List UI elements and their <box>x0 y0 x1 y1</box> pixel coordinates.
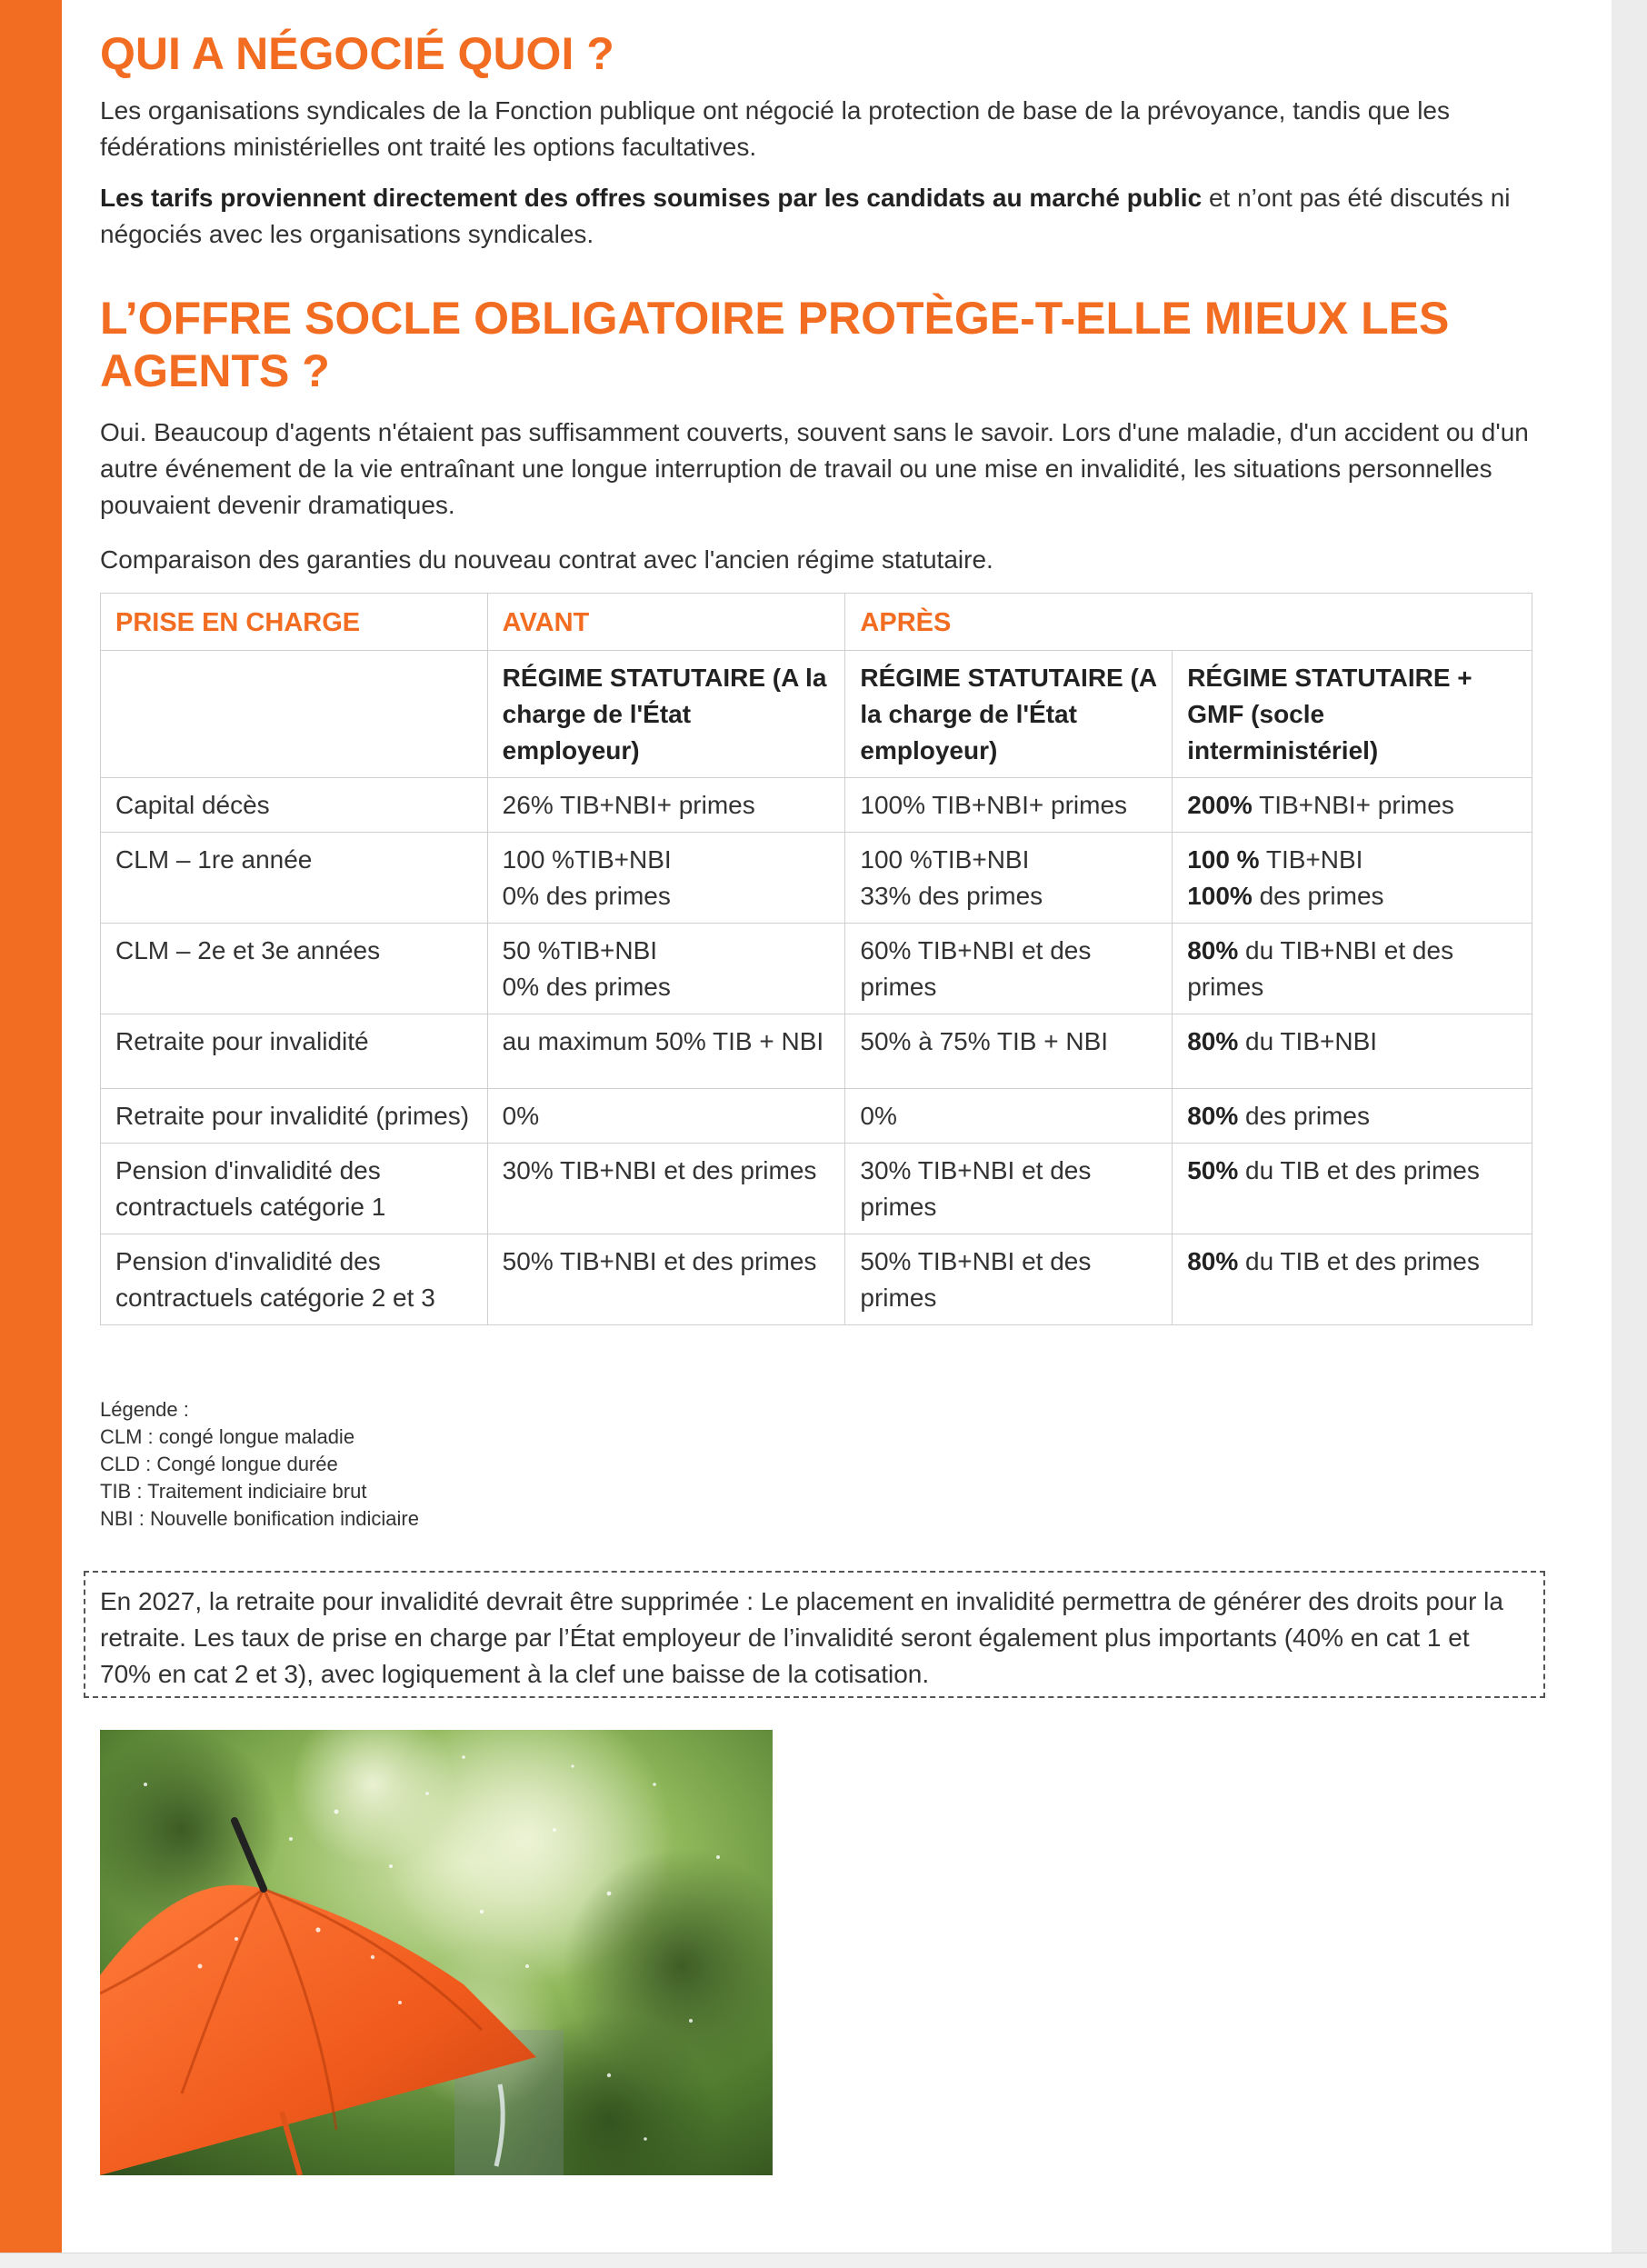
cell-gmf: 80% du TIB et des primes <box>1173 1234 1532 1325</box>
table-subheader-row <box>101 651 1532 778</box>
cell-apres: 100 %TIB+NBI 33% des primes <box>845 833 1173 924</box>
callout-text: En 2027, la retraite pour invalidité devrait être supprimée : Le placement en invalidité permettra de générer des droits pour la retraite. Les taux de prise en charge par l’État employeur de l’invalidité seront également plus importants (40% en cat 1 et 70% en cat 2 et 3), avec logiquement à la clef une baisse de la cotisation. <box>100 1587 1503 1688</box>
header-apres: APRÈS <box>845 594 1532 651</box>
table-row <box>101 1144 1532 1234</box>
row-label: Retraite pour invalidité (primes) <box>101 1089 488 1144</box>
cell-gmf: 50% du TIB et des primes <box>1173 1144 1532 1234</box>
orange-side-bar <box>0 0 62 2253</box>
row-label: Pension d'invalidité des contractuels catégorie 1 <box>101 1144 488 1234</box>
tarifs-bold-text: Les tarifs proviennent directement des offres soumises par les candidats au marché public <box>100 184 1203 212</box>
section-title-offre-socle: L’OFFRE SOCLE OBLIGATOIRE PROTÈGE-T-ELLE MIEUX LES AGENTS ? <box>100 293 1450 396</box>
info-callout-box <box>84 1571 1545 1698</box>
subheader-regime-avant: RÉGIME STATUTAIRE (A la charge de l'État employeur) <box>487 651 845 778</box>
cell-avant: 100 %TIB+NBI 0% des primes <box>487 833 845 924</box>
legend-item-nbi: NBI : Nouvelle bonification indiciaire <box>100 1507 419 1530</box>
legend-title: Légende : <box>100 1398 189 1421</box>
comparison-table <box>100 593 1532 1325</box>
table-row <box>101 1089 1532 1144</box>
cell-avant: au maximum 50% TIB + NBI <box>487 1014 845 1089</box>
orange-umbrella-rain-image <box>100 1730 773 2175</box>
legend-item-tib: TIB : Traitement indiciaire brut <box>100 1480 367 1503</box>
cell-gmf: 80% du TIB+NBI <box>1173 1014 1532 1089</box>
legend-item-cld: CLD : Congé longue durée <box>100 1453 338 1475</box>
table-row <box>101 778 1532 833</box>
cell-avant: 30% TIB+NBI et des primes <box>487 1144 845 1234</box>
header-prise-en-charge: PRISE EN CHARGE <box>101 594 488 651</box>
cell-apres: 50% à 75% TIB + NBI <box>845 1014 1173 1089</box>
subheader-empty <box>101 651 488 778</box>
row-label: CLM – 2e et 3e années <box>101 924 488 1014</box>
cell-avant: 50% TIB+NBI et des primes <box>487 1234 845 1325</box>
offre-paragraph-2: Comparaison des garanties du nouveau contrat avec l'ancien régime statutaire. <box>100 545 993 574</box>
cell-apres: 100% TIB+NBI+ primes <box>845 778 1173 833</box>
section-title-negotiation: QUI A NÉGOCIÉ QUOI ? <box>100 28 614 79</box>
cell-avant: 50 %TIB+NBI 0% des primes <box>487 924 845 1014</box>
header-avant: AVANT <box>487 594 845 651</box>
cell-gmf: 200% TIB+NBI+ primes <box>1173 778 1532 833</box>
offre-paragraph-1: Oui. Beaucoup d'agents n'étaient pas suffisamment couverts, souvent sans le savoir. Lors d'une maladie, d'un accident ou d'un autre événement de la vie entraînant une longue interruption de travail ou une mise en invalidité, les situations personnelles pouvaient devenir dramatiques. <box>100 418 1529 519</box>
cell-gmf: 80% du TIB+NBI et des primes <box>1173 924 1532 1014</box>
table-row <box>101 833 1532 924</box>
cell-apres: 0% <box>845 1089 1173 1144</box>
negotiation-paragraph-1: Les organisations syndicales de la Fonction publique ont négocié la protection de base de la prévoyance, tandis que les fédérations ministérielles ont traité les options facultatives. <box>100 96 1450 161</box>
legend <box>100 1396 419 1533</box>
table-row <box>101 1014 1532 1089</box>
table-row <box>101 924 1532 1014</box>
negotiation-paragraph-2 <box>100 180 1554 253</box>
table-row <box>101 1234 1532 1325</box>
row-label: Pension d'invalidité des contractuels catégorie 2 et 3 <box>101 1234 488 1325</box>
subheader-regime-gmf: RÉGIME STATUTAIRE + GMF (socle interministériel) <box>1173 651 1532 778</box>
cell-gmf: 100 % TIB+NBI 100% des primes <box>1173 833 1532 924</box>
cell-avant: 26% TIB+NBI+ primes <box>487 778 845 833</box>
cell-avant: 0% <box>487 1089 845 1144</box>
umbrella-photo <box>100 1730 773 2175</box>
row-label: Retraite pour invalidité <box>101 1014 488 1089</box>
cell-apres: 30% TIB+NBI et des primes <box>845 1144 1173 1234</box>
cell-apres: 60% TIB+NBI et des primes <box>845 924 1173 1014</box>
cell-gmf: 80% des primes <box>1173 1089 1532 1144</box>
legend-item-clm: CLM : congé longue maladie <box>100 1425 355 1448</box>
subheader-regime-apres: RÉGIME STATUTAIRE (A la charge de l'État employeur) <box>845 651 1173 778</box>
page-bottom-edge <box>0 2253 1647 2268</box>
row-label: CLM – 1re année <box>101 833 488 924</box>
row-label: Capital décès <box>101 778 488 833</box>
tarifs-rest-text: et n’ont pas été discutés ni négociés avec les organisations syndicales. <box>100 184 1511 248</box>
cell-apres: 50% TIB+NBI et des primes <box>845 1234 1173 1325</box>
table-header-row <box>101 594 1532 651</box>
